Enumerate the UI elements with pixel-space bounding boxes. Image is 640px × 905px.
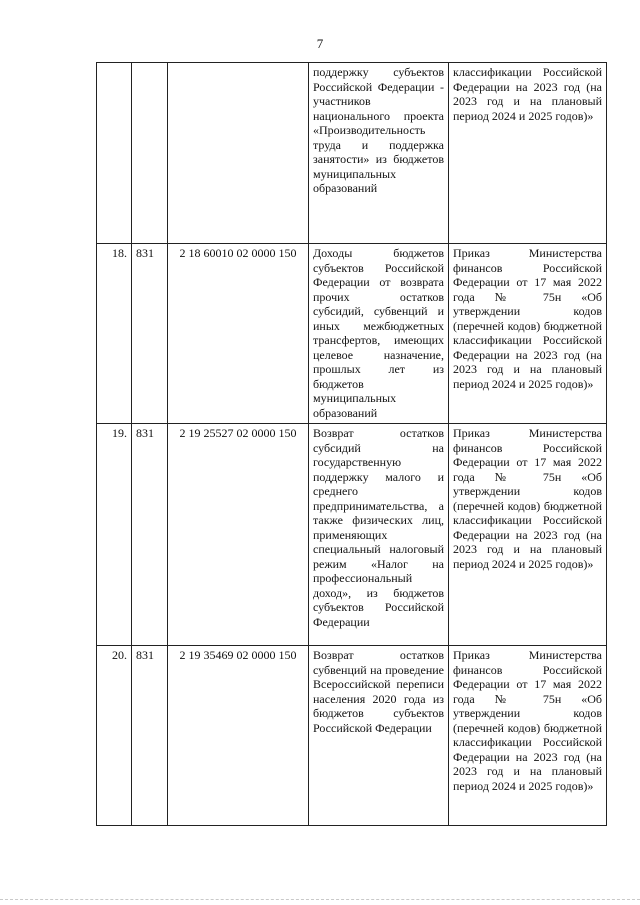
- table-row: [97, 244, 607, 424]
- legal-basis: Приказ Министерства финансов Российской Федерации от 17 мая 2022 года № 75н «Об утверждении кодов (перечней кодов) бюджетной классификации Российской Федерации на 2023 год (на 2023 год и на плановый период 2024 и 2025 годов)»: [449, 244, 607, 424]
- table-row: [97, 63, 607, 244]
- row-number: [97, 63, 132, 244]
- row-number: 18.: [97, 244, 132, 424]
- budget-classification-code: 2 18 60010 02 0000 150: [168, 244, 309, 424]
- table-row: [97, 424, 607, 646]
- administrator-code: 831: [132, 244, 168, 424]
- budget-classification-code: 2 19 25527 02 0000 150: [168, 424, 309, 646]
- revenue-description: Доходы бюджетов субъектов Российской Федерации от возврата прочих остатков субсидий, субвенций и иных межбюджетных трансфертов, имеющих целевое назначение, прошлых лет из бюджетов муниципальных образований: [309, 244, 449, 424]
- administrator-code: 831: [132, 646, 168, 826]
- administrator-code: 831: [132, 424, 168, 646]
- page-bottom-rule: [0, 899, 640, 900]
- page-number: 7: [316, 36, 324, 51]
- row-number: 20.: [97, 646, 132, 826]
- revenue-codes-table: [96, 62, 607, 826]
- budget-classification-code: 2 19 35469 02 0000 150: [168, 646, 309, 826]
- revenue-description: поддержку субъектов Российской Федерации - участников национального проекта «Производительность труда и поддержка занятости» из бюджетов муниципальных образований: [309, 63, 449, 244]
- revenue-description: Возврат остатков субвенций на проведение Всероссийской переписи населения 2020 года из бюджетов субъектов Российской Федерации: [309, 646, 449, 826]
- revenue-description: Возврат остатков субсидий на государственную поддержку малого и среднего предпринимательства, а также физических лиц, применяющих специальный налоговый режим «Налог на профессиональный доход», из бюджетов субъектов Российской Федерации: [309, 424, 449, 646]
- legal-basis: классификации Российской Федерации на 2023 год (на 2023 год и на плановый период 2024 и 2025 годов)»: [449, 63, 607, 244]
- legal-basis: Приказ Министерства финансов Российской Федерации от 17 мая 2022 года № 75н «Об утверждении кодов (перечней кодов) бюджетной классификации Российской Федерации на 2023 год (на 2023 год и на плановый период 2024 и 2025 годов)»: [449, 646, 607, 826]
- row-number: 19.: [97, 424, 132, 646]
- budget-classification-code: [168, 63, 309, 244]
- table-row: [97, 646, 607, 826]
- administrator-code: [132, 63, 168, 244]
- legal-basis: Приказ Министерства финансов Российской Федерации от 17 мая 2022 года № 75н «Об утверждении кодов (перечней кодов) бюджетной классификации Российской Федерации на 2023 год (на 2023 год и на плановый период 2024 и 2025 годов)»: [449, 424, 607, 646]
